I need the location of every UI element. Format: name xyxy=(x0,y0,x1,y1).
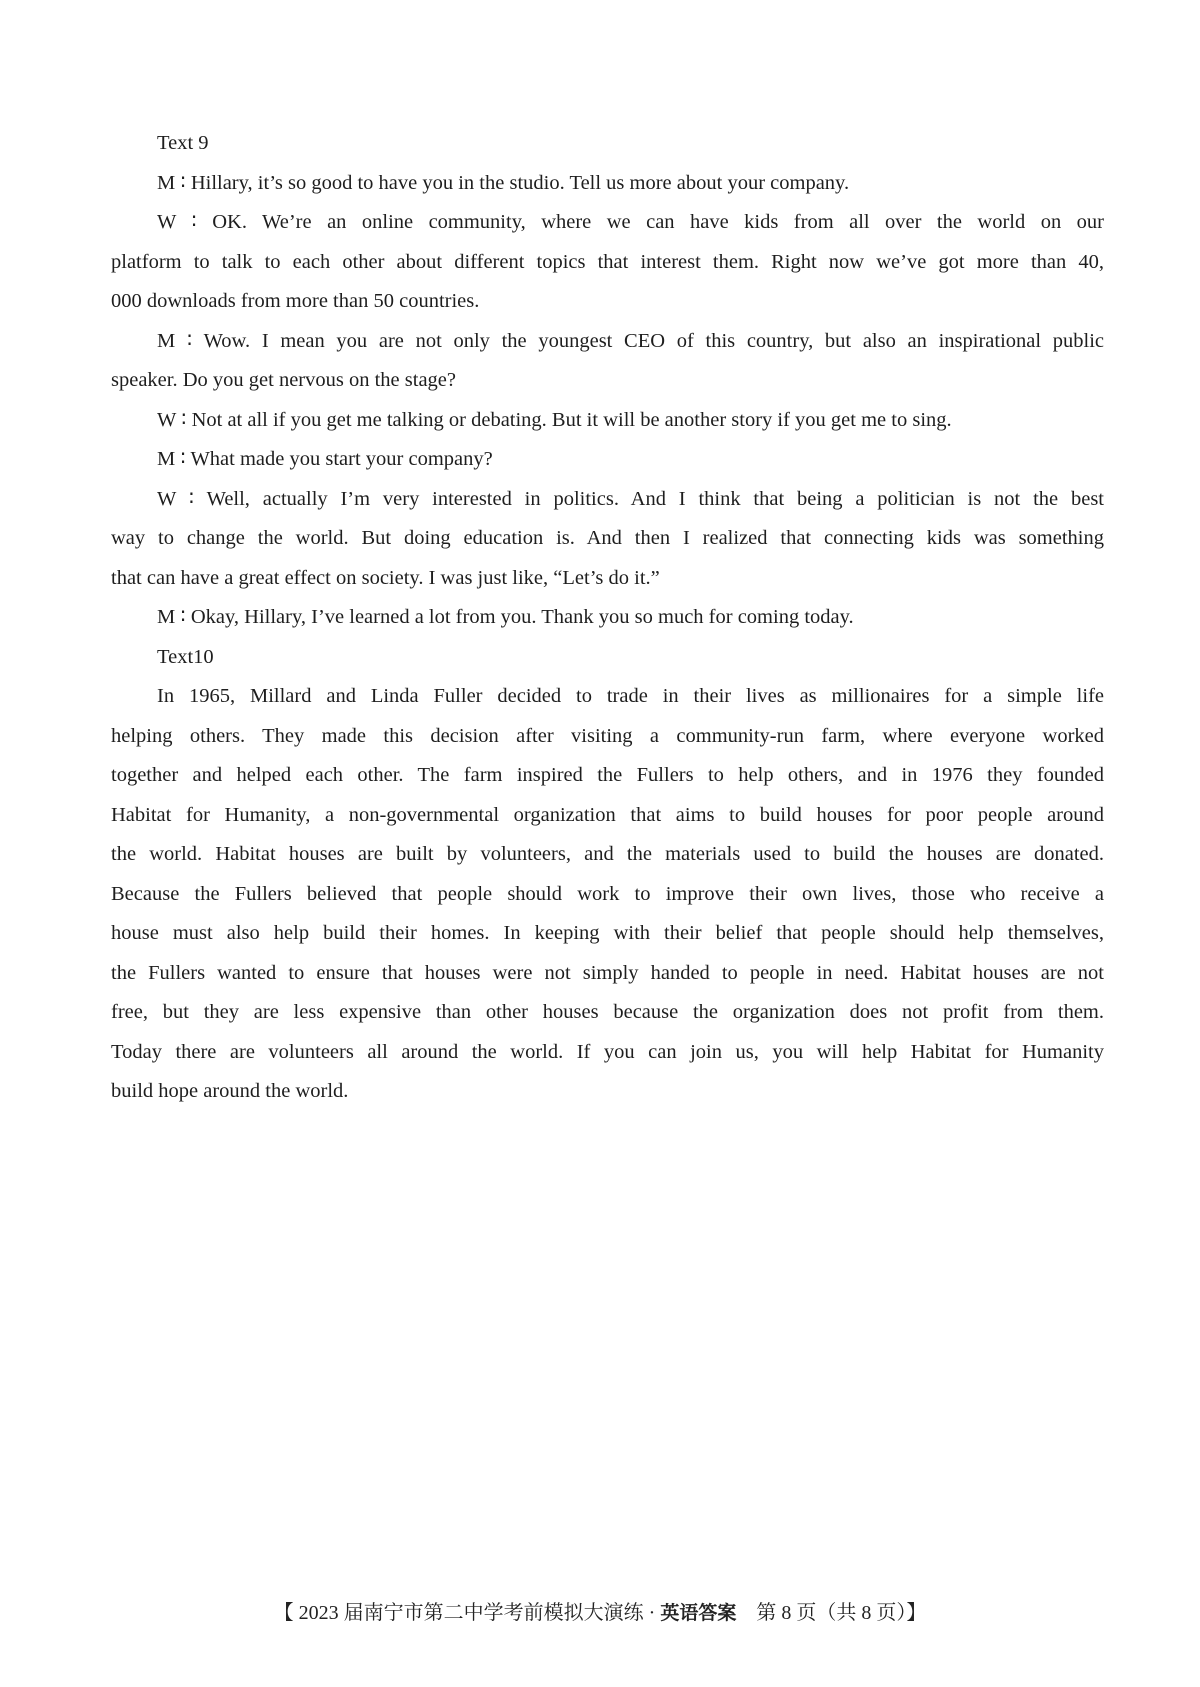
text-line: M ∶ Okay, Hillary, I’ve learned a lot from you. Thank you so much for coming today. xyxy=(157,606,854,628)
document-body xyxy=(111,124,1104,1112)
text-line: the world. Habitat houses are built by volunteers, and the materials used to build the houses are donated. xyxy=(111,843,1104,865)
text-line: 000 downloads from more than 50 countries. xyxy=(111,290,480,312)
text-line: build hope around the world. xyxy=(111,1080,349,1102)
text-line: platform to talk to each other about different topics that interest them. Right now we’ve got more than 40, xyxy=(111,250,1104,273)
text-line: together and helped each other. The farm inspired the Fullers to help others, and in 1976 they founded xyxy=(111,764,1104,786)
footer-page-number: 第 8 页（共 8 页）】 xyxy=(736,1602,927,1624)
text-line: Text10 xyxy=(157,645,214,668)
text-line: In 1965, Millard and Linda Fuller decided to trade in their lives as millionaires for a simple life xyxy=(157,685,1104,707)
text-line: the Fullers wanted to ensure that houses were not simply handed to people in need. Habitat houses are not xyxy=(111,961,1104,984)
footer-exam-title: 【 2023 届南宁市第二中学考前模拟大演练 · xyxy=(273,1602,661,1624)
text-line: W ∶ Well, actually I’m very interested in politics. And I think that being a politician is not the best xyxy=(157,487,1104,510)
text-line: Text 9 xyxy=(157,132,209,154)
text-line: helping others. They made this decision after visiting a community-run farm, where everyone worked xyxy=(111,724,1104,747)
footer-subject: 英语答案 xyxy=(660,1602,737,1624)
text-line: Habitat for Humanity, a non-governmental organization that aims to build houses for poor people around xyxy=(111,803,1104,826)
text-line: Because the Fullers believed that people should work to improve their own lives, those who receive a xyxy=(111,882,1104,905)
page-footer xyxy=(0,1596,1200,1625)
text-line: M ∶ Hillary, it’s so good to have you in the studio. Tell us more about your company. xyxy=(157,171,850,194)
text-line: speaker. Do you get nervous on the stage? xyxy=(111,369,456,391)
text-line: M ∶ Wow. I mean you are not only the youngest CEO of this country, but also an inspirational public xyxy=(157,329,1104,352)
text-line: Today there are volunteers all around the world. If you can join us, you will help Habitat for Humanity xyxy=(111,1040,1104,1063)
text-line: way to change the world. But doing education is. And then I realized that connecting kids was something xyxy=(111,527,1104,549)
text-line: W ∶ Not at all if you get me talking or debating. But it will be another story if you get me to sing. xyxy=(157,408,952,431)
text-line: W ∶ OK. We’re an online community, where we can have kids from all over the world on our xyxy=(157,211,1104,233)
text-line: M ∶ What made you start your company? xyxy=(157,448,493,470)
text-line: free, but they are less expensive than other houses because the organization does not profit from them. xyxy=(111,1001,1104,1023)
text-line: that can have a great effect on society. I was just like, “Let’s do it.” xyxy=(111,566,660,589)
text-line: house must also help build their homes. In keeping with their belief that people should help themselves, xyxy=(111,922,1104,944)
